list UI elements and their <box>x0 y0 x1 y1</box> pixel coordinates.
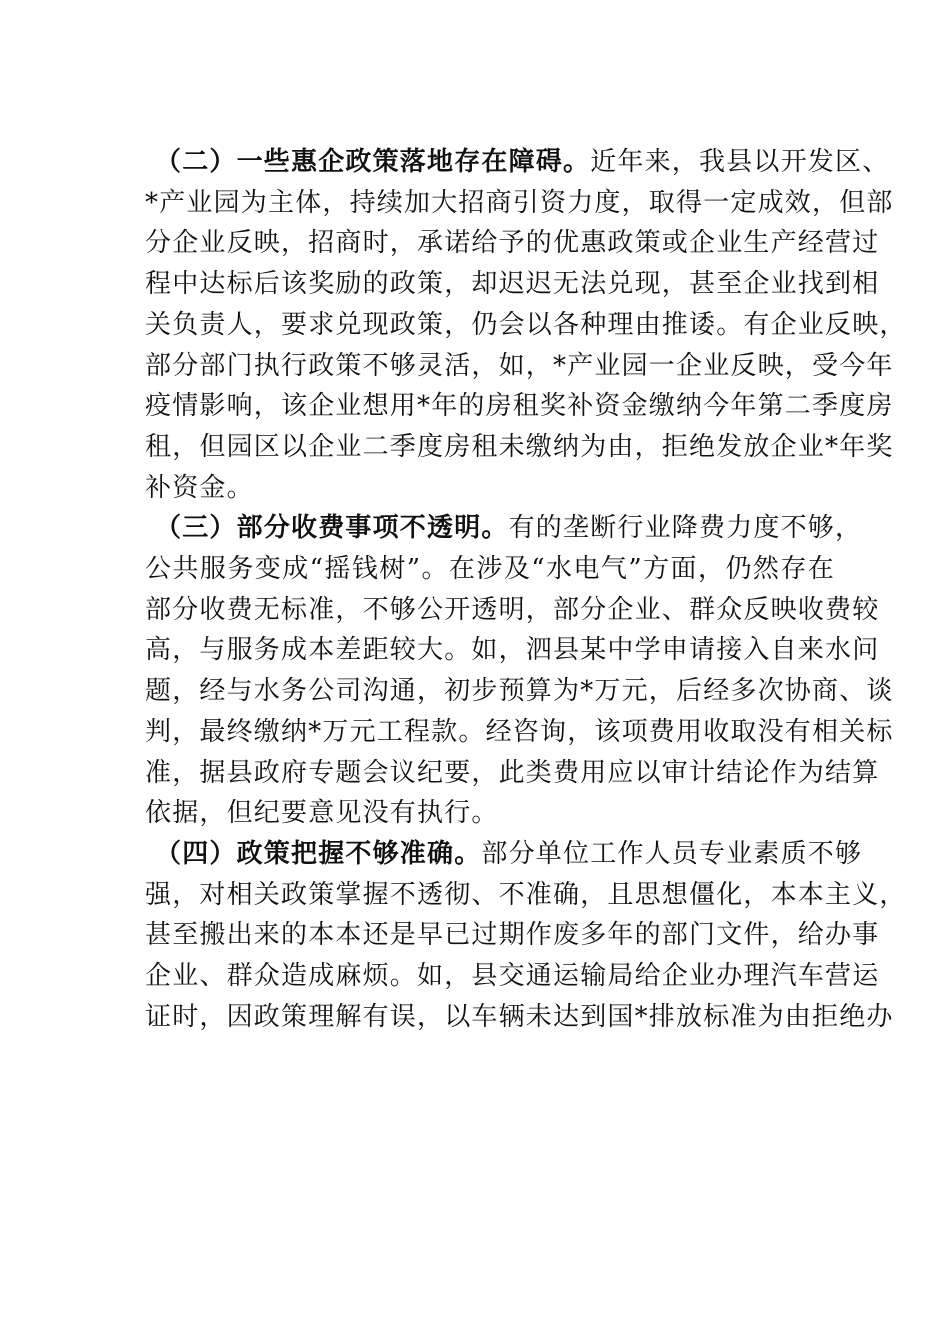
paragraph-line: 部分部门执行政策不够灵活，如，*产业园一企业反映，受今年 <box>145 350 894 381</box>
paragraph-line: 证时，因政策理解有误，以车辆未达到国*排放标准为由拒绝办 <box>145 1001 894 1032</box>
paragraph-line: 题，经与水务公司沟通，初步预算为*万元，后经多次协商、谈 <box>145 676 894 707</box>
paragraph-3 <box>145 508 894 834</box>
paragraph-line: 公共服务变成“摇钱树”。在涉及“水电气”方面，仍然存在 <box>145 554 835 585</box>
paragraph-line: （二）一些惠企政策落地存在障碍。近年来，我县以开发区、 <box>155 147 890 177</box>
paragraph-line: 依据，但纪要意见没有执行。 <box>145 798 499 829</box>
paragraph-line: 部分收费无标准，不够公开透明，部分企业、群众反映收费较 <box>145 594 880 625</box>
section-heading: （四）政策把握不够准确。 <box>155 838 482 869</box>
paragraph-line: *产业园为主体，持续加大招商引资力度，取得一定成效，但部 <box>145 187 894 218</box>
paragraph-line: 关负责人，要求兑现政策，仍会以各种理由推诿。有企业反映， <box>145 309 907 340</box>
paragraph-line: 准，据县政府专题会议纪要，此类费用应以审计结论作为结算 <box>145 757 880 788</box>
paragraph-2 <box>145 142 907 508</box>
paragraph-line: 企业、群众造成麻烦。如，县交通运输局给企业办理汽车营运 <box>145 961 880 992</box>
paragraph-line: （三）部分收费事项不透明。有的垄断行业降费力度不够， <box>155 513 863 544</box>
document-body <box>145 142 907 1037</box>
section-heading: （三）部分收费事项不透明。 <box>155 513 509 544</box>
paragraph-4 <box>145 834 907 1038</box>
paragraph-line: （四）政策把握不够准确。部分单位工作人员专业素质不够 <box>155 838 863 869</box>
paragraph-line: 疫情影响，该企业想用*年的房租奖补资金缴纳今年第二季度房 <box>145 391 894 422</box>
paragraph-line: 判，最终缴纳*万元工程款。经咨询，该项费用收取没有相关标 <box>145 716 894 747</box>
section-heading: （二）一些惠企政策落地存在障碍。 <box>155 147 591 177</box>
paragraph-line: 甚至搬出来的本本还是早已过期作废多年的部门文件，给办事 <box>145 920 880 951</box>
paragraph-line: 强，对相关政策掌握不透彻、不准确，且思想僵化，本本主义， <box>145 879 907 910</box>
paragraph-line: 高，与服务成本差距较大。如，泗县某中学申请接入自来水问 <box>145 635 880 666</box>
paragraph-line: 分企业反映，招商时，承诺给予的优惠政策或企业生产经营过 <box>145 228 880 259</box>
paragraph-line: 补资金。 <box>145 472 254 503</box>
paragraph-line: 程中达标后该奖励的政策，却迟迟无法兑现，甚至企业找到相 <box>145 269 880 300</box>
paragraph-line: 租，但园区以企业二季度房租未缴纳为由，拒绝发放企业*年奖 <box>145 431 894 462</box>
